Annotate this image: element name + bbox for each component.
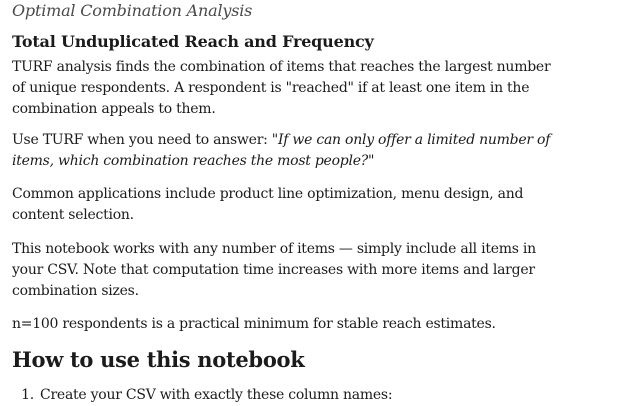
step-text: Create your CSV with exactly these column names:: [40, 387, 393, 403]
use-when-paragraph: [12, 130, 552, 172]
applications-paragraph: Common applications include product line optimization, menu design, and content selection.: [12, 186, 524, 223]
notebook-subtitle: Optimal Combination Analysis: [12, 1, 253, 20]
intro-paragraph: TURF analysis finds the combination of items that reaches the largest number of unique respondents. A respondent is "reached" if at least one item in the combination appeals to them.: [12, 59, 551, 117]
use-when-quote: "If we can only offer a limited number of items, which combination reaches the most people?": [12, 132, 551, 169]
section-heading: Total Unduplicated Reach and Frequency: [12, 32, 374, 51]
steps-list: [12, 385, 392, 406]
minimum-paragraph: n=100 respondents is a practical minimum for stable reach estimates.: [12, 316, 496, 332]
step-number: 1.: [21, 387, 34, 403]
use-when-prefix: Use TURF when you need to answer:: [12, 132, 272, 148]
items-paragraph: This notebook works with any number of items — simply include all items in your CSV. Note that computation time increases with more items and larger combination sizes.: [12, 241, 536, 299]
how-to-heading: How to use this notebook: [12, 347, 305, 372]
list-item: [12, 385, 392, 406]
